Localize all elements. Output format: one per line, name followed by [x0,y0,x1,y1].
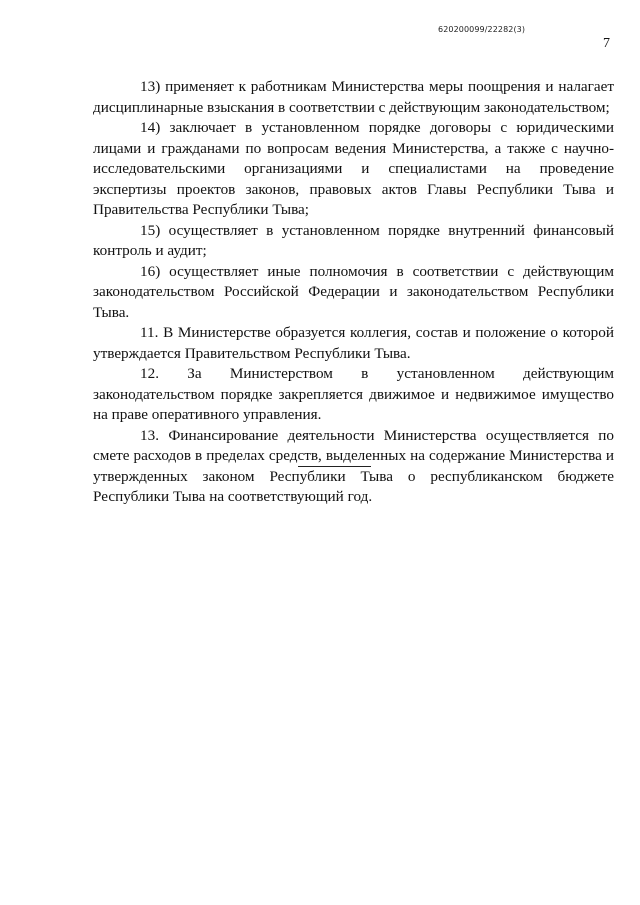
paragraph-item-13: 13) применяет к работникам Министерства меры поощрения и налагает дисциплинарные взыскания в соответствии с действующим законодательством; [93,78,614,116]
paragraph-clause-12: 12. За Министерством в установленном действующим законодательством порядке закрепляется движимое и недвижимое имущество на праве оперативного управления. [93,365,614,423]
paragraph-item-14: 14) заключает в установленном порядке договоры с юридическими лицами и гражданами по вопросам ведения Министерства, а также с научно-исследовательскими организациями и специалистами на проведение экспертизы проектов законов, правовых актов Главы Республики Тыва и Правительства Республики Тыва; [93,119,614,218]
page-number: 7 [603,36,610,51]
paragraph-item-16: 16) осуществляет иные полномочия в соответствии с действующим законодательством Российской Федерации и законодательством Республики Тыва. [93,262,614,321]
paragraph-clause-13: 13. Финансирование деятельности Министерства осуществляется по смете расходов в пределах средств, выделенных на содержание Министерства и утвержденных законом Республики Тыва о республиканском бюджете Республики Тыва на соответствующий год. [93,426,614,505]
paragraph-item-15: 15) осуществляет в установленном порядке внутренний финансовый контроль и аудит; [93,221,614,259]
document-registration-number: 620200099/22282(3) [438,25,526,34]
end-of-document-separator [298,466,371,467]
document-body [93,77,614,508]
paragraph-clause-11: 11. В Министерстве образуется коллегия, состав и положение о которой утверждается Правительством Республики Тыва. [93,324,614,362]
